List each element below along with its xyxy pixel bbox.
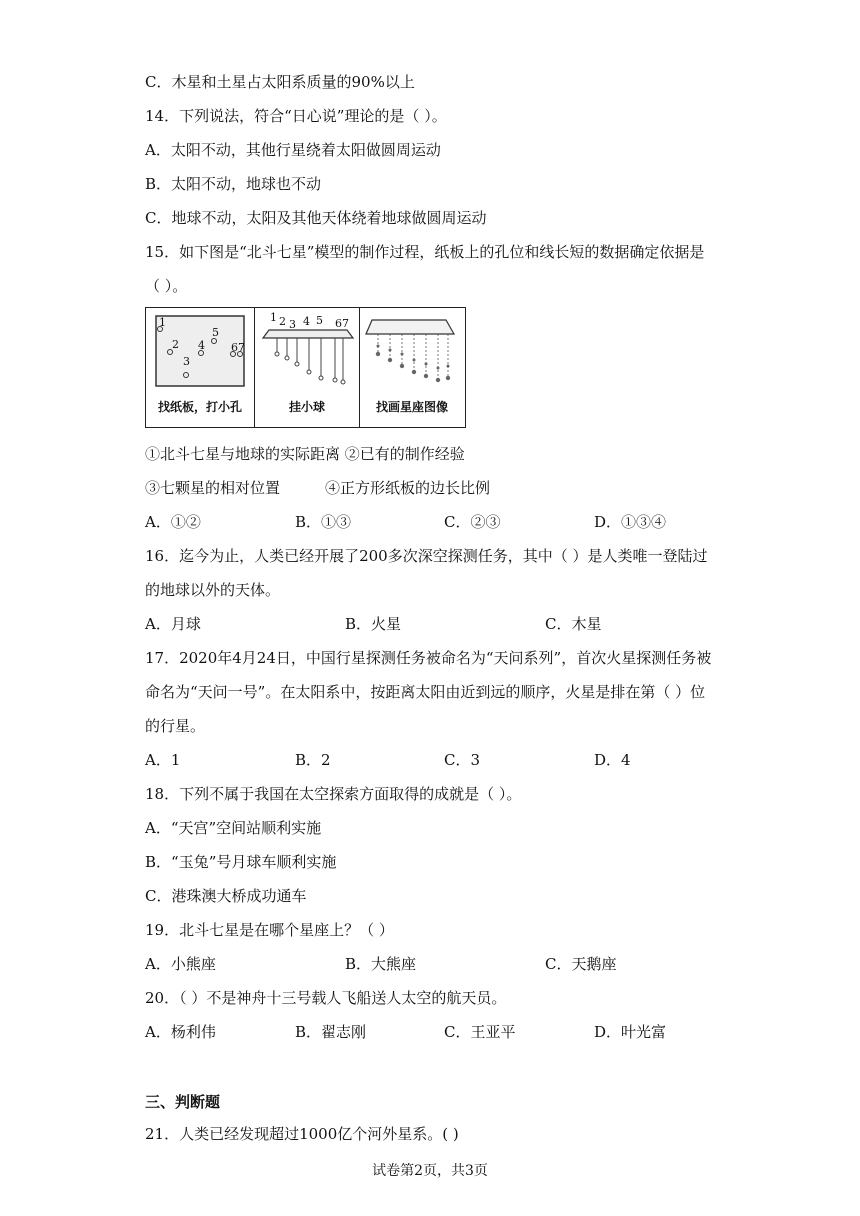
- star-label-4: 4: [198, 339, 205, 352]
- q17-stem-cont2: 的行星。: [145, 717, 206, 735]
- hang-label-2: 2: [279, 315, 286, 328]
- star-label-1: 1: [159, 316, 166, 329]
- big-dipper-model-figure: [145, 307, 466, 428]
- star-label-67: 67: [231, 341, 245, 354]
- caption-cardboard: 找纸板，打小孔: [157, 400, 242, 414]
- q15-stem-cont: （ ）。: [145, 277, 188, 295]
- q14-option-a: A．太阳不动，其他行星绕着太阳做圆周运动: [145, 141, 441, 159]
- q19-stem: 19．北斗七星是在哪个星座上？（ ）: [145, 921, 394, 939]
- q17-stem-cont: 命名为“天问一号”。在太阳系中，按距离太阳由近到远的顺序，火星是排在第（ ）位: [145, 683, 706, 701]
- q15-option-a: A．①②: [145, 513, 201, 531]
- star-label-2: 2: [172, 338, 179, 351]
- q14-option-c: C．地球不动，太阳及其他天体绕着地球做圆周运动: [145, 209, 487, 227]
- q18-option-b: B．“玉兔”号月球车顺利实施: [145, 853, 337, 871]
- q16-option-c: C．木星: [545, 615, 602, 633]
- q17-option-b: B．2: [295, 751, 331, 769]
- q15-stem: 15．如下图是“北斗七星”模型的制作过程，纸板上的孔位和线长短的数据确定依据是: [145, 243, 705, 261]
- q16-option-b: B．火星: [345, 615, 402, 633]
- page-footer: 试卷第2页，共3页: [372, 1163, 488, 1179]
- q17-option-c: C．3: [444, 751, 481, 769]
- caption-constellation: 找画星座图像: [375, 400, 448, 414]
- panel-hang-balls: [255, 308, 360, 427]
- q20-option-a: A．杨利伟: [145, 1023, 216, 1041]
- q16-stem-cont: 的地球以外的天体。: [145, 581, 281, 599]
- q14-stem: 14．下列说法，符合“日心说”理论的是（ ）。: [145, 107, 447, 125]
- hang-label-5: 5: [316, 314, 323, 327]
- q19-option-a: A．小熊座: [145, 955, 216, 973]
- panel-cardboard-holes: [146, 308, 255, 427]
- q16-stem: 16．迄今为止，人类已经开展了200多次深空探测任务，其中（ ）是人类唯一登陆过: [145, 547, 708, 565]
- q18-option-a: A．“天宫”空间站顺利实施: [145, 819, 322, 837]
- q20-stem: 20．（ ）不是神舟十三号载人飞船送人太空的航天员。: [145, 989, 507, 1007]
- star-label-3: 3: [183, 355, 190, 368]
- q20-option-c: C．王亚平: [444, 1023, 516, 1041]
- caption-hang-balls: 挂小球: [288, 400, 325, 414]
- q15-option-d: D．①③④: [594, 513, 667, 531]
- hang-label-3: 3: [289, 318, 296, 331]
- q19-option-c: C．天鹅座: [545, 955, 617, 973]
- q13-option-c: C．木星和土星占太阳系质量的90%以上: [145, 73, 415, 91]
- hang-label-4: 4: [303, 315, 310, 328]
- q15-option-b: B．①③: [295, 513, 352, 531]
- q19-option-b: B．大熊座: [345, 955, 417, 973]
- q17-option-d: D．4: [594, 751, 631, 769]
- q14-option-b: B．太阳不动，地球也不动: [145, 175, 322, 193]
- q21-stem: 21．人类已经发现超过1000亿个河外星系。( ): [145, 1125, 459, 1143]
- section-heading-true-false: 三、判断题: [145, 1093, 221, 1111]
- panel-constellation-image: [360, 308, 464, 427]
- q17-option-a: A．1: [145, 751, 181, 769]
- q15-items-line1: ①北斗七星与地球的实际距离 ②已有的制作经验: [145, 445, 465, 463]
- hang-label-67: 67: [335, 317, 349, 330]
- q20-option-d: D．叶光富: [594, 1023, 667, 1041]
- hang-label-1: 1: [270, 311, 277, 324]
- star-label-5: 5: [212, 326, 219, 339]
- q15-items-line2a: ③七颗星的相对位置: [145, 479, 281, 497]
- q18-option-c: C．港珠澳大桥成功通车: [145, 887, 307, 905]
- q20-option-b: B．翟志刚: [295, 1023, 367, 1041]
- q15-items-line2b: ④正方形纸板的边长比例: [325, 479, 491, 497]
- q18-stem: 18．下列不属于我国在太空探索方面取得的成就是（ ）。: [145, 785, 522, 803]
- q16-option-a: A．月球: [145, 615, 201, 633]
- q17-stem: 17．2020年4月24日，中国行星探测任务被命名为“天问系列”，首次火星探测任务被: [145, 649, 712, 667]
- q15-option-c: C．②③: [444, 513, 501, 531]
